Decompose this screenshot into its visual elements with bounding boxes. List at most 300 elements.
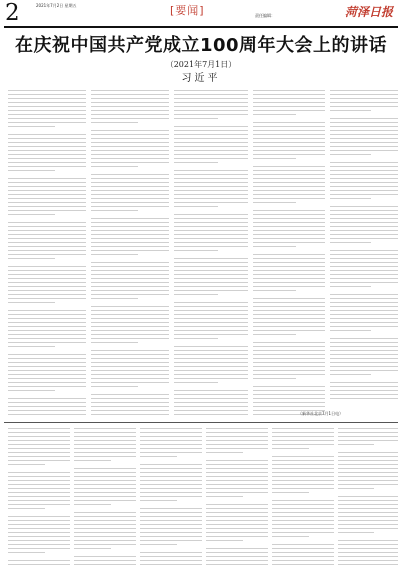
text-line-placeholder (338, 476, 398, 477)
text-line-placeholder (338, 556, 398, 557)
text-line-placeholder (140, 468, 202, 469)
text-line-placeholder (330, 234, 398, 235)
text-line-placeholder (91, 358, 169, 359)
text-line-placeholder (330, 342, 398, 343)
text-line-placeholder (8, 500, 70, 501)
text-line-placeholder (140, 508, 202, 509)
text-line-placeholder (91, 278, 169, 279)
text-line-placeholder (174, 370, 248, 371)
text-line-placeholder (253, 314, 325, 315)
text-line-placeholder (8, 354, 86, 355)
text-line-placeholder (91, 382, 169, 383)
text-line-placeholder (91, 386, 138, 387)
text-line-placeholder (174, 410, 248, 411)
text-line-placeholder (174, 158, 248, 159)
text-line-placeholder (140, 456, 177, 457)
text-line-placeholder (8, 528, 70, 529)
text-line-placeholder (8, 362, 86, 363)
article-author: 习近平 (181, 73, 221, 84)
text-line-placeholder (174, 406, 248, 407)
text-line-placeholder (74, 556, 136, 557)
text-line-placeholder (206, 556, 268, 557)
text-line-placeholder (8, 234, 86, 235)
text-line-placeholder (8, 142, 86, 143)
text-line-placeholder (206, 464, 268, 465)
text-line-placeholder (91, 330, 169, 331)
text-line-placeholder (91, 294, 169, 295)
text-line-placeholder (91, 194, 169, 195)
text-line-placeholder (330, 318, 398, 319)
text-line-placeholder (253, 258, 325, 259)
text-line-placeholder (330, 118, 398, 119)
text-line-placeholder (330, 110, 371, 111)
text-line-placeholder (330, 174, 398, 175)
text-line-placeholder (253, 106, 325, 107)
text-line-placeholder (272, 488, 334, 489)
text-line-placeholder (174, 194, 248, 195)
text-line-placeholder (174, 326, 248, 327)
text-line-placeholder (338, 484, 398, 485)
text-line-placeholder (330, 258, 398, 259)
text-line-placeholder (330, 182, 398, 183)
text-line-placeholder (91, 378, 169, 379)
text-line-placeholder (8, 242, 86, 243)
text-line-placeholder (174, 222, 248, 223)
text-line-placeholder (206, 452, 243, 453)
text-line-placeholder (91, 402, 169, 403)
text-line-placeholder (140, 492, 202, 493)
text-line-placeholder (338, 456, 398, 457)
text-line-placeholder (91, 218, 169, 219)
text-line-placeholder (330, 130, 398, 131)
text-line-placeholder (8, 158, 86, 159)
text-line-placeholder (8, 314, 86, 315)
text-line-placeholder (91, 366, 169, 367)
text-line-placeholder (253, 94, 325, 95)
text-line-placeholder (140, 472, 202, 473)
text-line-placeholder (253, 102, 325, 103)
text-line-placeholder (8, 170, 55, 171)
text-line-placeholder (8, 398, 86, 399)
text-line-placeholder (91, 410, 169, 411)
text-line-placeholder (91, 262, 169, 263)
text-line-placeholder (91, 398, 169, 399)
text-line-placeholder (330, 382, 398, 383)
text-line-placeholder (74, 484, 136, 485)
text-line-placeholder (174, 230, 248, 231)
text-line-placeholder (330, 222, 398, 223)
text-line-placeholder (91, 310, 169, 311)
text-line-placeholder (174, 182, 248, 183)
text-line-placeholder (174, 358, 248, 359)
text-line-placeholder (253, 274, 325, 275)
text-line-placeholder (91, 298, 138, 299)
text-line-placeholder (8, 548, 70, 549)
text-line-placeholder (330, 170, 398, 171)
text-line-placeholder (253, 238, 325, 239)
text-line-placeholder (253, 210, 325, 211)
text-line-placeholder (91, 174, 169, 175)
text-line-placeholder (74, 448, 136, 449)
text-line-placeholder (330, 206, 398, 207)
body-column (91, 90, 169, 418)
text-line-placeholder (8, 342, 86, 343)
text-line-placeholder (140, 516, 202, 517)
text-line-placeholder (338, 540, 398, 541)
text-line-placeholder (8, 258, 55, 259)
text-line-placeholder (174, 234, 248, 235)
text-line-placeholder (253, 346, 325, 347)
text-line-placeholder (206, 444, 268, 445)
text-line-placeholder (253, 318, 325, 319)
text-line-placeholder (74, 564, 136, 565)
page-header (0, 0, 402, 34)
text-line-placeholder (253, 234, 325, 235)
text-line-placeholder (91, 118, 169, 119)
body-column (253, 90, 325, 418)
text-line-placeholder (253, 402, 325, 403)
text-line-placeholder (174, 414, 248, 415)
text-line-placeholder (338, 560, 398, 561)
text-line-placeholder (272, 516, 334, 517)
text-line-placeholder (8, 182, 86, 183)
text-line-placeholder (91, 134, 169, 135)
text-line-placeholder (91, 102, 169, 103)
text-line-placeholder (91, 266, 169, 267)
text-line-placeholder (91, 254, 138, 255)
text-line-placeholder (253, 366, 325, 367)
text-line-placeholder (338, 488, 374, 489)
text-line-placeholder (330, 126, 398, 127)
text-line-placeholder (140, 488, 202, 489)
text-line-placeholder (206, 540, 243, 541)
text-line-placeholder (8, 274, 86, 275)
text-line-placeholder (206, 484, 268, 485)
text-line-placeholder (91, 406, 169, 407)
text-line-placeholder (140, 496, 202, 497)
text-line-placeholder (253, 218, 325, 219)
text-line-placeholder (330, 274, 398, 275)
text-line-placeholder (91, 250, 169, 251)
section-label: [要闻] (170, 4, 205, 17)
text-line-placeholder (140, 436, 202, 437)
text-line-placeholder (330, 346, 398, 347)
text-line-placeholder (140, 432, 202, 433)
text-line-placeholder (8, 484, 70, 485)
text-line-placeholder (91, 210, 138, 211)
text-line-placeholder (174, 218, 248, 219)
text-line-placeholder (174, 310, 248, 311)
text-line-placeholder (330, 150, 398, 151)
text-line-placeholder (91, 206, 169, 207)
text-line-placeholder (174, 90, 248, 91)
text-line-placeholder (140, 540, 202, 541)
text-line-placeholder (330, 90, 398, 91)
text-line-placeholder (74, 516, 136, 517)
text-line-placeholder (330, 198, 371, 199)
text-line-placeholder (91, 334, 169, 335)
text-line-placeholder (174, 402, 248, 403)
text-line-placeholder (140, 500, 177, 501)
text-line-placeholder (330, 218, 398, 219)
text-line-placeholder (74, 440, 136, 441)
text-line-placeholder (174, 278, 248, 279)
text-line-placeholder (174, 202, 248, 203)
text-line-placeholder (8, 90, 86, 91)
text-line-placeholder (8, 118, 86, 119)
text-line-placeholder (253, 390, 325, 391)
text-line-placeholder (206, 476, 268, 477)
text-line-placeholder (91, 166, 138, 167)
text-line-placeholder (330, 326, 398, 327)
text-line-placeholder (8, 532, 70, 533)
text-line-placeholder (338, 516, 398, 517)
text-line-placeholder (174, 130, 248, 131)
text-line-placeholder (253, 130, 325, 131)
text-line-placeholder (140, 448, 202, 449)
text-line-placeholder (174, 378, 248, 379)
text-line-placeholder (330, 146, 398, 147)
text-line-placeholder (140, 564, 202, 565)
text-line-placeholder (174, 106, 248, 107)
text-line-placeholder (91, 282, 169, 283)
text-line-placeholder (174, 398, 248, 399)
text-line-placeholder (140, 512, 202, 513)
text-line-placeholder (74, 456, 136, 457)
text-line-placeholder (272, 504, 334, 505)
text-line-placeholder (8, 226, 86, 227)
text-line-placeholder (338, 464, 398, 465)
text-line-placeholder (91, 414, 169, 415)
text-line-placeholder (74, 560, 136, 561)
text-line-placeholder (338, 564, 398, 565)
text-line-placeholder (91, 242, 169, 243)
text-line-placeholder (8, 338, 86, 339)
text-line-placeholder (330, 270, 398, 271)
text-line-placeholder (253, 394, 325, 395)
text-line-placeholder (253, 310, 325, 311)
text-line-placeholder (253, 202, 296, 203)
text-line-placeholder (8, 202, 86, 203)
text-line-placeholder (174, 382, 218, 383)
text-line-placeholder (338, 468, 398, 469)
text-line-placeholder (206, 472, 268, 473)
text-line-placeholder (330, 162, 398, 163)
text-line-placeholder (91, 122, 138, 123)
lower-column (206, 428, 268, 568)
text-line-placeholder (338, 524, 398, 525)
text-line-placeholder (330, 354, 398, 355)
text-line-placeholder (272, 564, 334, 565)
text-line-placeholder (174, 302, 248, 303)
text-line-placeholder (330, 106, 398, 107)
text-line-placeholder (330, 98, 398, 99)
text-line-placeholder (253, 398, 325, 399)
text-line-placeholder (174, 170, 248, 171)
text-line-placeholder (140, 528, 202, 529)
text-line-placeholder (253, 214, 325, 215)
text-line-placeholder (8, 440, 70, 441)
text-line-placeholder (8, 154, 86, 155)
text-line-placeholder (8, 222, 86, 223)
text-line-placeholder (91, 342, 138, 343)
text-line-placeholder (91, 370, 169, 371)
text-line-placeholder (338, 444, 374, 445)
text-line-placeholder (8, 198, 86, 199)
text-line-placeholder (272, 476, 334, 477)
text-line-placeholder (8, 330, 86, 331)
text-line-placeholder (253, 354, 325, 355)
text-line-placeholder (174, 266, 248, 267)
text-line-placeholder (330, 142, 398, 143)
text-line-placeholder (8, 162, 86, 163)
text-line-placeholder (330, 302, 398, 303)
text-line-placeholder (91, 202, 169, 203)
text-line-placeholder (8, 476, 70, 477)
text-line-placeholder (272, 460, 334, 461)
text-line-placeholder (253, 298, 325, 299)
text-line-placeholder (253, 322, 325, 323)
text-line-placeholder (174, 350, 248, 351)
text-line-placeholder (206, 436, 268, 437)
text-line-placeholder (91, 158, 169, 159)
text-line-placeholder (272, 436, 334, 437)
text-line-placeholder (8, 290, 86, 291)
issue-date: 2021年7月2日 星期五 (36, 3, 77, 8)
lower-column (338, 428, 398, 568)
text-line-placeholder (8, 456, 70, 457)
text-line-placeholder (8, 318, 86, 319)
text-line-placeholder (174, 362, 248, 363)
body-column (174, 90, 248, 418)
text-line-placeholder (91, 362, 169, 363)
text-line-placeholder (253, 170, 325, 171)
text-line-placeholder (330, 294, 398, 295)
text-line-placeholder (8, 410, 86, 411)
text-line-placeholder (272, 440, 334, 441)
text-line-placeholder (91, 186, 169, 187)
text-line-placeholder (74, 468, 136, 469)
text-line-placeholder (174, 334, 248, 335)
text-line-placeholder (338, 552, 398, 553)
text-line-placeholder (206, 520, 268, 521)
text-line-placeholder (330, 134, 398, 135)
text-line-placeholder (91, 306, 169, 307)
text-line-placeholder (338, 452, 398, 453)
text-line-placeholder (140, 552, 202, 553)
text-line-placeholder (8, 282, 86, 283)
text-line-placeholder (253, 342, 325, 343)
text-line-placeholder (253, 226, 325, 227)
text-line-placeholder (174, 338, 218, 339)
text-line-placeholder (74, 476, 136, 477)
text-line-placeholder (140, 520, 202, 521)
text-line-placeholder (272, 428, 334, 429)
text-line-placeholder (253, 306, 325, 307)
text-line-placeholder (8, 378, 86, 379)
text-line-placeholder (8, 564, 70, 565)
text-line-placeholder (8, 94, 86, 95)
text-line-placeholder (272, 548, 334, 549)
text-line-placeholder (8, 254, 86, 255)
text-line-placeholder (8, 414, 86, 415)
text-line-placeholder (74, 536, 136, 537)
text-line-placeholder (8, 110, 86, 111)
text-line-placeholder (253, 126, 325, 127)
page-number: 2 (5, 0, 20, 26)
newspaper-logo: 菏泽日报 (345, 5, 394, 19)
article-date: （2021年7月1日） (165, 60, 237, 69)
text-line-placeholder (174, 246, 248, 247)
text-line-placeholder (272, 484, 334, 485)
text-line-placeholder (74, 496, 136, 497)
text-line-placeholder (91, 98, 169, 99)
text-line-placeholder (338, 528, 398, 529)
text-line-placeholder (91, 138, 169, 139)
text-line-placeholder (91, 178, 169, 179)
text-line-placeholder (272, 468, 334, 469)
text-line-placeholder (8, 406, 86, 407)
text-line-placeholder (253, 222, 325, 223)
text-line-placeholder (8, 146, 86, 147)
text-line-placeholder (338, 500, 398, 501)
text-line-placeholder (253, 146, 325, 147)
text-line-placeholder (174, 114, 248, 115)
text-line-placeholder (91, 154, 169, 155)
text-line-placeholder (91, 162, 169, 163)
text-line-placeholder (91, 246, 169, 247)
text-line-placeholder (330, 338, 398, 339)
text-line-placeholder (91, 290, 169, 291)
text-line-placeholder (338, 548, 398, 549)
text-line-placeholder (8, 544, 70, 545)
lower-column (74, 428, 136, 568)
text-line-placeholder (174, 286, 248, 287)
text-line-placeholder (174, 330, 248, 331)
text-line-placeholder (272, 512, 334, 513)
text-line-placeholder (140, 464, 202, 465)
text-line-placeholder (253, 110, 325, 111)
text-line-placeholder (74, 460, 111, 461)
text-line-placeholder (8, 402, 86, 403)
text-line-placeholder (253, 90, 325, 91)
text-line-placeholder (8, 480, 70, 481)
text-line-placeholder (91, 182, 169, 183)
text-line-placeholder (91, 374, 169, 375)
text-line-placeholder (174, 274, 248, 275)
text-line-placeholder (253, 150, 325, 151)
text-line-placeholder (8, 122, 86, 123)
text-line-placeholder (174, 354, 248, 355)
text-line-placeholder (330, 398, 398, 399)
text-line-placeholder (206, 552, 268, 553)
text-line-placeholder (174, 214, 248, 215)
text-line-placeholder (8, 452, 70, 453)
text-line-placeholder (174, 390, 248, 391)
text-line-placeholder (253, 350, 325, 351)
text-line-placeholder (253, 122, 325, 123)
text-line-placeholder (253, 262, 325, 263)
text-line-placeholder (253, 362, 325, 363)
text-line-placeholder (91, 150, 169, 151)
text-line-placeholder (8, 390, 55, 391)
text-line-placeholder (8, 186, 86, 187)
text-line-placeholder (174, 110, 248, 111)
text-line-placeholder (8, 250, 86, 251)
text-line-placeholder (174, 394, 248, 395)
text-line-placeholder (8, 508, 45, 509)
text-line-placeholder (338, 436, 398, 437)
